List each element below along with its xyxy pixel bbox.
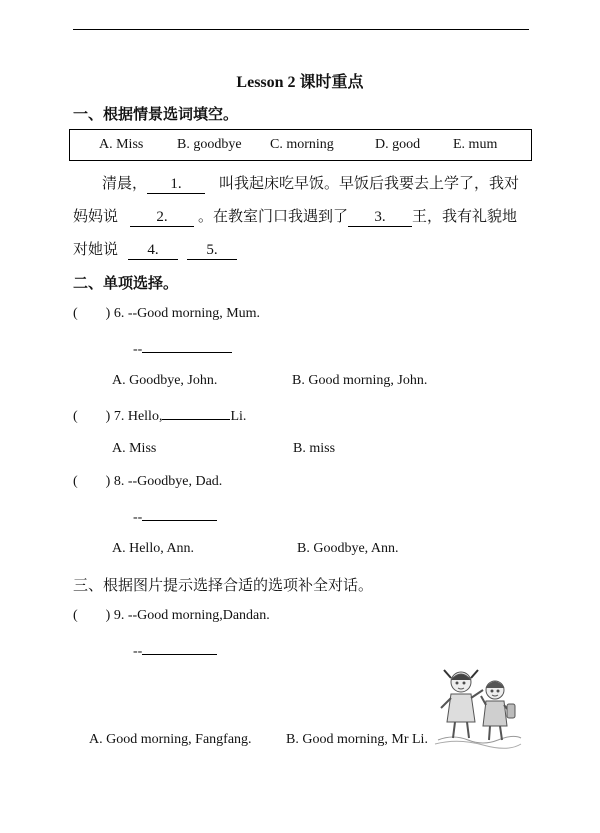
answer-paren[interactable]: (: [73, 474, 78, 489]
question-text: ) 6. --Good morning, Mum.: [105, 306, 261, 321]
question-text: ) 8. --Goodbye, Dad.: [105, 474, 223, 489]
question-8: [73, 474, 222, 490]
question-9: [73, 608, 270, 624]
word-option-b: B. goodbye: [177, 137, 242, 152]
question-6: [73, 306, 260, 322]
question-text: ) 7. Hello,: [105, 409, 163, 424]
passage-text: 叫我起床吃早饭。早饭后我要去上学了，我对: [219, 176, 520, 192]
passage-text: 。在教室门口我遇到了: [198, 209, 349, 225]
passage-text: 清晨，: [102, 176, 148, 192]
q8-option-b[interactable]: B. Goodbye, Ann.: [297, 541, 399, 556]
blank-1[interactable]: 1.: [147, 176, 205, 194]
q7-option-b[interactable]: B. miss: [293, 441, 336, 456]
passage-text: 妈妈说: [73, 209, 119, 225]
blank-5[interactable]: 5.: [187, 242, 237, 260]
passage-line-2: [73, 205, 517, 227]
q9-option-b[interactable]: B. Good morning, Mr Li.: [286, 732, 428, 747]
word-option-d: D. good: [375, 137, 421, 152]
reply-dash: --: [133, 342, 143, 357]
question-text: Li.: [230, 409, 247, 424]
word-option-c: C. morning: [270, 137, 334, 152]
word-option-a: A. Miss: [99, 137, 144, 152]
children-greeting-illustration: [433, 660, 523, 750]
q8-option-a[interactable]: A. Hello, Ann.: [112, 541, 195, 556]
reply-dash: --: [133, 644, 143, 659]
question-7: [73, 407, 246, 425]
answer-paren[interactable]: (: [73, 608, 78, 623]
passage-line-3: [73, 238, 237, 260]
reply-dash: --: [133, 510, 143, 525]
passage-text: 对她说: [73, 242, 119, 258]
passage-line-1: [102, 172, 519, 194]
passage-text: 王，我有礼貌地: [412, 209, 518, 225]
section2-heading: 二、单项选择。: [73, 276, 179, 292]
answer-paren[interactable]: (: [73, 306, 78, 321]
header-rule: [73, 29, 529, 30]
q7-blank[interactable]: [162, 407, 230, 420]
q6-reply: [133, 340, 232, 358]
blank-2[interactable]: 2.: [130, 209, 194, 227]
answer-paren[interactable]: (: [73, 409, 78, 424]
q6-option-a[interactable]: A. Goodbye, John.: [112, 373, 218, 388]
question-text: ) 9. --Good morning,Dandan.: [105, 608, 270, 623]
q7-option-a[interactable]: A. Miss: [112, 441, 157, 456]
section1-heading: 一、根据情景选词填空。: [73, 107, 239, 123]
page-title: Lesson 2 课时重点: [236, 74, 364, 91]
blank-4[interactable]: 4.: [128, 242, 178, 260]
q6-option-b[interactable]: B. Good morning, John.: [292, 373, 428, 388]
reply-blank[interactable]: [142, 340, 232, 353]
q9-option-a[interactable]: A. Good morning, Fangfang.: [89, 732, 252, 747]
q8-reply: [133, 508, 217, 526]
section3-heading: 三、根据图片提示选择合适的选项补全对话。: [73, 578, 374, 594]
blank-3[interactable]: 3.: [348, 209, 412, 227]
reply-blank[interactable]: [142, 508, 217, 521]
word-option-e: E. mum: [453, 137, 498, 152]
q9-reply: [133, 642, 217, 660]
reply-blank[interactable]: [142, 642, 217, 655]
